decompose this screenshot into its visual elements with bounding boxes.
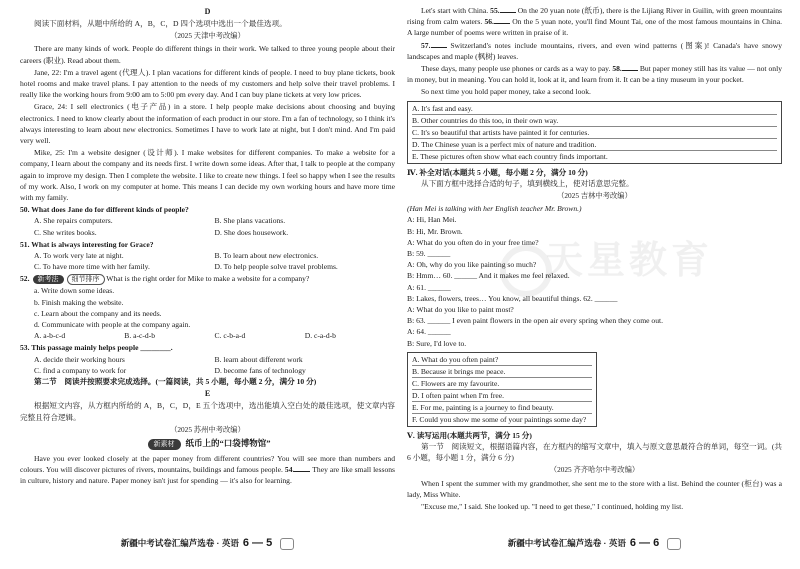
question-51-options: [20, 250, 395, 261]
option[interactable]: C. She writes books.: [34, 227, 97, 237]
reading-paragraph-1: When I spent the summer with my grandmother, she sent me to the store with a list. Behind the counter (柜台) was a lady, Miss White.: [407, 478, 782, 499]
passage-e-paragraph-4: These days, many people use phones or cards as a way to pay. 58. But paper money still has its value — not only in money, but in meaning. You can hold it, look at it, and learn from it. It can be a tiny museum in your pocket.: [407, 64, 783, 85]
part-4-instruction: 从下面方框中选择合适的句子，填到横线上，使对话意思完整。: [421, 178, 634, 188]
page-number: 6 — 5: [242, 537, 273, 550]
passage-e-paragraph-1: Have you ever looked closely at the paper money from different countries? You will see more than numbers and colours. You will discover pictures of rivers, mountains, buildings and famous people. 54. They are like small lessons in culture, history and nature. Paper money isn't just for spending — it's also for learning.: [20, 453, 396, 486]
source-note: （2025 天津中考改编）: [170, 31, 245, 41]
option[interactable]: C. c-b-a-d: [214, 331, 246, 341]
box-option: B. Because it brings me peace.: [412, 366, 592, 378]
box-option: B. Other countries do this too, in their own way.: [412, 115, 777, 127]
dialog-line: A: Hi, Han Mei.: [407, 215, 457, 225]
option[interactable]: D. become fans of technology: [214, 365, 306, 375]
source-note: （2025 齐齐哈尔中考改编）: [549, 465, 640, 475]
question-51: 51. What is always interesting for Grace?: [20, 239, 154, 249]
option[interactable]: A. She repairs computers.: [34, 216, 113, 226]
box-option: E. These pictures often show what each country finds important.: [412, 151, 608, 161]
footer-title: 新疆中考试卷汇编芦选卷 · 英语: [120, 538, 239, 549]
dialog-line: B: Sure, I'd love to.: [407, 338, 467, 348]
answer-blank[interactable]: [622, 63, 638, 71]
box-option: C. Flowers are my favourite.: [412, 378, 592, 390]
option[interactable]: D. To help people solve travel problems.: [214, 262, 338, 272]
passage-jane: Jane, 22: I'm a travel agent (代理人). I plan vacations for different kinds of people. I need to buy plane tickets, book hotel rooms and make travel plans. I pay attention to the needs of my customers and help solve their travel problems. I really like the working hours from 9:00 am to 5:00 pm every day. And I can buy plane tickets at very low prices.: [20, 67, 395, 100]
dialog-line: A: 64. ______: [407, 327, 451, 337]
source-note: （2025 苏州中考改编）: [170, 424, 245, 434]
question-50: 50. What does Jane do for different kinds of people?: [20, 205, 189, 215]
part-5-heading: Ⅴ. 读写运用(本题共两节，满分 15 分): [407, 430, 532, 440]
question-53: 53. This passage mainly helps people ________.: [20, 343, 173, 353]
question-50-options: [20, 215, 395, 226]
options-box-dialog: [407, 352, 597, 427]
banner-title: 纸币上的“口袋博物馆”: [185, 437, 271, 448]
publisher-logo-icon: [280, 538, 294, 550]
blank-number: 54.: [284, 465, 295, 475]
blank-number: 55.: [490, 6, 500, 15]
dialog-line: A: What do you often do in your free time?: [407, 237, 539, 247]
page-number: 6 — 6: [629, 537, 660, 550]
dialog-line: A: What do you like to paint most?: [407, 305, 514, 315]
passage-grace: Grace, 24: I sell electronics (电子产品) in a store. I help people make decisions about choosing and buying electronics. I need to know clearly about the information of each product in our store. I'm a fan of technology, so I think it's always interesting to learn about new electronics. Sometimes I have to work late at night, but I don't mind. And I'm paid very well.: [20, 102, 395, 146]
left-column: [20, 5, 395, 488]
section-e-instruction: 根据短文内容，从方框内所给的 A，B，C，D，E 五个选项中，选出能填入空白处的最佳选项，使文章内容完整且符合逻辑。: [20, 401, 395, 422]
box-option: A. It's fast and easy.: [412, 103, 777, 115]
dialog-line: A: 61. ______: [407, 282, 451, 292]
option[interactable]: B. learn about different work: [214, 354, 303, 364]
dialog-line: B: 63. ______ I even paint flowers in the open air every spring when they come out.: [407, 316, 664, 326]
option[interactable]: D. She does housework.: [214, 227, 289, 237]
option[interactable]: C. find a company to work for: [34, 365, 127, 375]
answer-blank[interactable]: [294, 464, 310, 472]
passage-e-paragraph-3: 57. Switzerland's notes include mountains, rivers, and even wind patterns (图案)! Canada's have snowy landscapes and maple (枫树) leaves.: [407, 40, 782, 61]
section-d-instruction: 阅读下面材料，从题中所给的 A，B，C，D 四个选项中选出一个最佳选项。: [34, 19, 287, 28]
blank-number: 57.: [421, 40, 431, 50]
dialog-line: B: Hmm… 60. ______ And it makes me feel relaxed.: [407, 271, 570, 281]
footer-title: 新疆中考试卷汇编芦选卷 · 英语: [507, 538, 626, 549]
watermark: 天星教育: [545, 238, 714, 282]
option[interactable]: B. To learn about new electronics.: [214, 251, 319, 261]
option[interactable]: A. a-b-c-d: [34, 331, 66, 341]
box-option: D. The Chinese yuan is a perfect mix of nature and tradition.: [412, 139, 777, 151]
box-option: F. Could you show me some of your paintings some day?: [412, 414, 587, 424]
question-52-item: d. Communicate with people at the company again.: [34, 320, 191, 330]
material-banner: [20, 438, 395, 450]
footer-right: [407, 538, 782, 550]
section-d-heading: D: [204, 7, 211, 16]
question-number: 52.: [20, 274, 30, 284]
passage-mike: Mike, 25: I'm a website designer (设计师). I make websites for different companies. To make a website for a company, I learn about the company and its needs first. I write down some ideas. After that, I talk to people at the company again to improve my design. Then I complete the website. I like to create new things. I feel so happy when I see the results of my work. Also, I work on my computer at home. This means I can decide my own working hours and have more time with my family.: [20, 148, 395, 203]
answer-blank[interactable]: [494, 16, 510, 24]
new-method-tag: 新考法: [33, 275, 64, 284]
publisher-logo-icon: [667, 538, 681, 550]
option[interactable]: A. decide their working hours: [34, 354, 125, 364]
section-e-heading: E: [204, 389, 211, 399]
box-option: E. For me, painting is a journey to find beauty.: [412, 402, 592, 414]
box-option: D. I often paint when I'm free.: [412, 390, 592, 402]
question-52: [20, 273, 395, 285]
dialog-line: B: Hi, Mr. Brown.: [407, 226, 463, 236]
part-5-section-1: 第一节 阅读短文，根据语篇内容，在方框内的缩写文章中，填入与原文意思最符合的单词，每空一词。(共 6 小题，每小题 1 分，满分 6 分): [407, 442, 782, 463]
dialog-line: B: Lakes, flowers, trees… You know, all beautiful things. 62. ______: [407, 293, 618, 303]
option[interactable]: B. She plans vacations.: [214, 216, 286, 226]
option[interactable]: D. c-a-d-b: [304, 331, 336, 341]
dialog-line: B: 59. ______: [407, 249, 451, 259]
dialog-intro: (Han Mei is talking with her English teacher Mr. Brown.): [407, 204, 582, 214]
option[interactable]: B. a-c-d-b: [124, 331, 156, 341]
new-material-tag: 新素材: [148, 439, 181, 450]
question-52-options: [20, 330, 395, 341]
answer-blank[interactable]: [500, 5, 516, 13]
passage-e-paragraph-2: Let's start with China. 55. On the 20 yuan note (纸币), there is the Lijiang River in Guilin, with green mountains rising from calm waters. 56. On the 5 yuan note, you'll find Mount Tai, one of the most famous mountains in China. A large number of poems were written in praise of it.: [407, 6, 783, 38]
option[interactable]: C. To have more time with her family.: [34, 262, 150, 272]
question-52-item: c. Learn about the company and its needs.: [34, 308, 162, 318]
blank-number: 58.: [612, 64, 622, 74]
answer-blank[interactable]: [431, 40, 447, 48]
question-53-options: [20, 354, 395, 365]
part-2-heading: 第二节 阅读并按照要求完成选择。(一篇阅读，共 5 小题，每小题 2 分，满分 10 分): [34, 377, 317, 387]
blank-number: 56.: [484, 17, 494, 27]
box-option: A. What do you often paint?: [412, 354, 592, 366]
options-box-e: [407, 101, 782, 164]
footer-left: [20, 538, 395, 550]
detail-order-tag: 细节排序: [67, 274, 105, 285]
question-53-options: [20, 365, 395, 376]
question-52-item: b. Finish making the website.: [34, 297, 124, 307]
reading-paragraph-2: "Excuse me," I said. She looked up. "I need to get these," I continued, holding my list.: [421, 502, 684, 512]
box-option: C. It's so beautiful that artists have painted it for centuries.: [412, 127, 777, 139]
passage-e-paragraph-5: So next time you hold paper money, take a second look.: [421, 87, 591, 97]
question-text: What is the right order for Mike to make a website for a company?: [106, 274, 310, 284]
part-4-heading: Ⅳ. 补全对话(本题共 5 小题，每小题 2 分，满分 10 分): [407, 167, 588, 177]
passage-intro: There are many kinds of work. People do different things in their work. We talked to three young people about their careers (职业). Read about them.: [20, 44, 395, 65]
dialog-line: A: Oh, why do you like painting so much?: [407, 260, 537, 270]
source-note: （2025 吉林中考改编）: [557, 191, 632, 201]
question-51-options: [20, 261, 395, 272]
question-50-options: [20, 227, 395, 238]
option[interactable]: A. To work very late at night.: [34, 251, 124, 261]
question-52-item: a. Write down some ideas.: [34, 286, 115, 296]
